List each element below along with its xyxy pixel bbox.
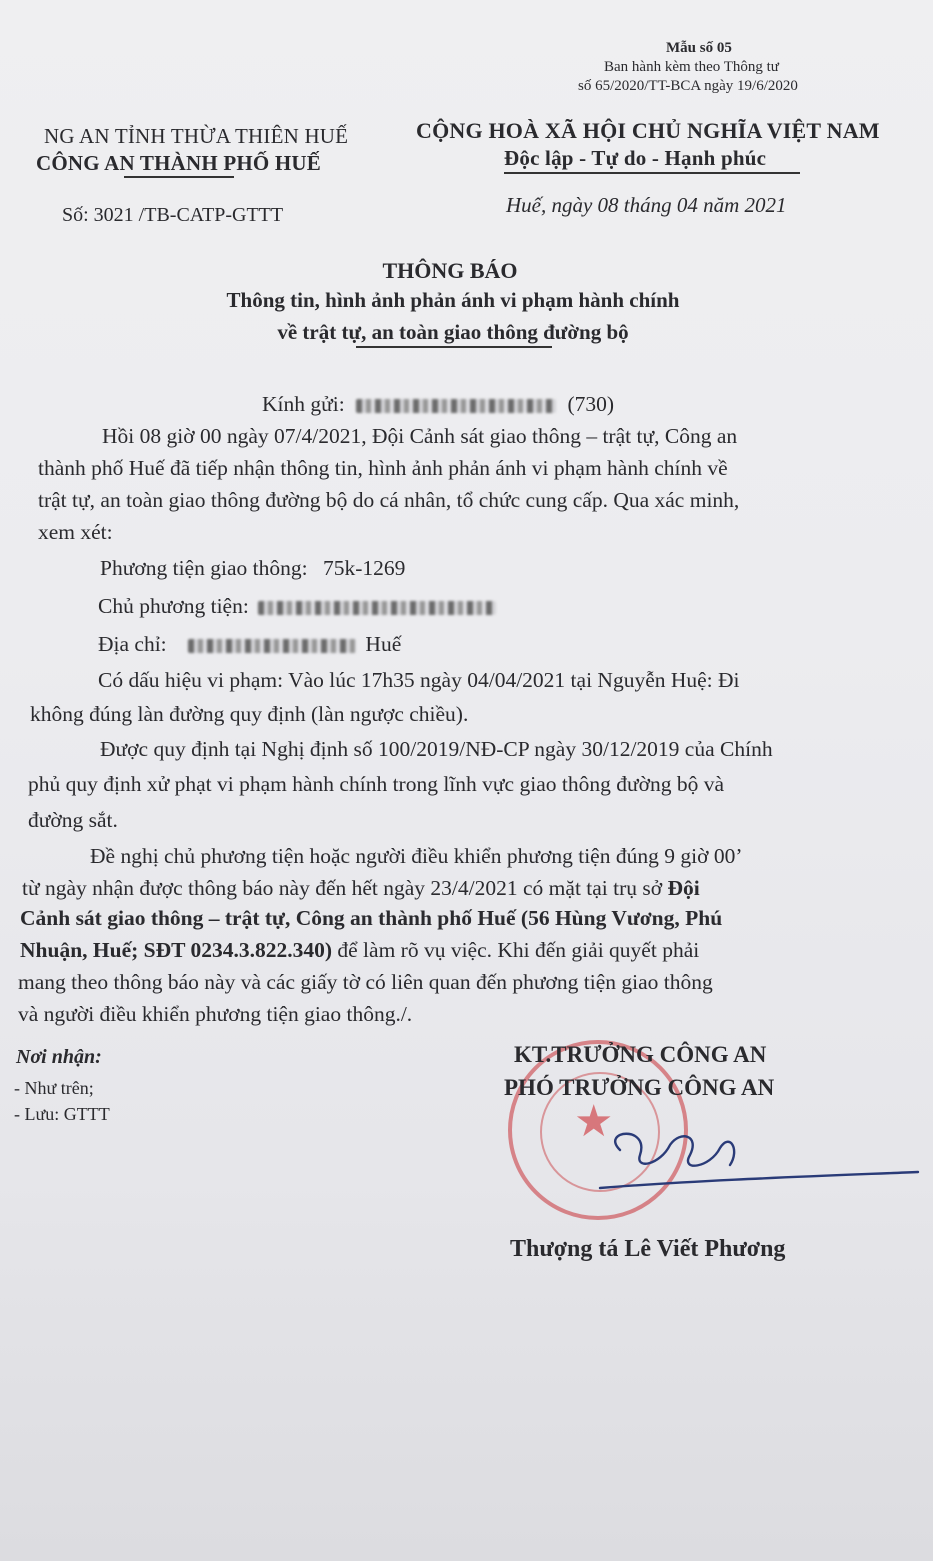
- document-number: Số: 3021 /TB-CATP-GTTT: [62, 204, 284, 226]
- nation-motto: Độc lập - Tự do - Hạnh phúc: [504, 146, 767, 170]
- form-issued-line-2: số 65/2020/TT-BCA ngày 19/6/2020: [578, 78, 798, 94]
- address-label: Địa chỉ:: [98, 632, 167, 656]
- paragraph-4-line-4-text: để làm rõ vụ việc. Khi đến giải quyết phải: [332, 938, 700, 962]
- redacted-recipient: [356, 399, 556, 413]
- document-title: THÔNG BÁO: [382, 258, 518, 283]
- paragraph-2-line-2: không đúng làn đường quy định (làn ngược chiều).: [30, 702, 469, 726]
- paragraph-4-line-1: Đề nghị chủ phương tiện hoặc người điều khiển phương tiện đúng 9 giờ 00’: [90, 844, 743, 868]
- paragraph-1-line-3: trật tự, an toàn giao thông đường bộ do cá nhân, tổ chức cung cấp. Qua xác minh,: [38, 488, 740, 512]
- document-subtitle-2: về trật tự, an toàn giao thông đường bộ: [277, 320, 629, 344]
- paragraph-4-line-3: Cảnh sát giao thông – trật tự, Công an thành phố Huế (56 Hùng Vương, Phú: [20, 906, 723, 930]
- recipients-item-2: - Lưu: GTTT: [14, 1104, 110, 1124]
- paragraph-3-line-1: Được quy định tại Nghị định số 100/2019/NĐ-CP ngày 30/12/2019 của Chính: [100, 737, 773, 761]
- signer-name: Thượng tá Lê Viết Phương: [510, 1236, 786, 1262]
- form-number: Mẫu số 05: [666, 40, 732, 56]
- paragraph-4-line-2-bold: Đội: [667, 876, 700, 900]
- handwritten-signature: [580, 1110, 920, 1200]
- seal-star-icon: ★: [574, 1096, 614, 1147]
- recipients-heading: Nơi nhận:: [16, 1046, 102, 1068]
- nation-name: CỘNG HOÀ XÃ HỘI CHỦ NGHĨA VIỆT NAM: [416, 118, 880, 143]
- paragraph-2-line-1: Có dấu hiệu vi phạm: Vào lúc 17h35 ngày 04/04/2021 tại Nguyễn Huệ: Đi: [98, 668, 740, 692]
- vehicle-label: Phương tiện giao thông:: [100, 556, 308, 580]
- motto-underline: [504, 172, 800, 174]
- paragraph-4-line-2-text: từ ngày nhận được thông báo này đến hết ngày 23/4/2021 có mặt tại trụ sở: [22, 876, 668, 900]
- paragraph-4-line-5: mang theo thông báo này và các giấy tờ có liên quan đến phương tiện giao thông: [18, 970, 713, 994]
- address-line: [98, 632, 401, 657]
- paragraph-4-line-2: [22, 876, 700, 901]
- paragraph-4-line-4-bold: Nhuận, Huế; SĐT 0234.3.822.340): [20, 938, 333, 962]
- paragraph-3-line-3: đường sắt.: [28, 808, 118, 832]
- vehicle-plate: 75k-1269: [322, 556, 406, 580]
- paragraph-4-line-6: và người điều khiển phương tiện giao thông./.: [18, 1002, 413, 1026]
- recipient-suffix: (730): [567, 392, 615, 416]
- owner-line: [98, 594, 496, 619]
- redacted-address: [188, 639, 356, 653]
- paragraph-1-line-1: Hồi 08 giờ 00 ngày 07/4/2021, Đội Cảnh sát giao thông – trật tự, Công an: [102, 424, 738, 448]
- paragraph-1-line-4: xem xét:: [38, 520, 113, 544]
- subtitle-underline: [356, 346, 552, 348]
- signature-title-1: KT.TRƯỞNG CÔNG AN: [514, 1042, 767, 1067]
- form-issued-line-1: Ban hành kèm theo Thông tư: [604, 59, 779, 75]
- recipient-line: [262, 392, 614, 417]
- agency-parent: NG AN TỈNH THỪA THIÊN HUẾ: [44, 124, 349, 148]
- paragraph-4-line-4: [20, 938, 699, 963]
- signature-title-2: PHÓ TRƯỞNG CÔNG AN: [504, 1075, 775, 1100]
- issue-date: Huế, ngày 08 tháng 04 năm 2021: [506, 193, 787, 217]
- owner-label: Chủ phương tiện:: [98, 594, 249, 618]
- agency-name: CÔNG AN THÀNH PHỐ HUẾ: [36, 151, 322, 175]
- document-subtitle-1: Thông tin, hình ảnh phản ánh vi phạm hành chính: [226, 288, 680, 312]
- recipient-label: Kính gửi:: [262, 392, 345, 416]
- redacted-owner: [258, 601, 496, 615]
- address-city: Huế: [365, 632, 402, 656]
- vehicle-line: [100, 556, 405, 581]
- recipients-item-1: - Như trên;: [14, 1078, 94, 1098]
- agency-underline: [124, 176, 234, 178]
- paragraph-1-line-2: thành phố Huế đã tiếp nhận thông tin, hình ảnh phản ánh vi phạm hành chính về: [38, 456, 728, 480]
- paragraph-3-line-2: phủ quy định xử phạt vi phạm hành chính trong lĩnh vực giao thông đường bộ và: [28, 772, 725, 796]
